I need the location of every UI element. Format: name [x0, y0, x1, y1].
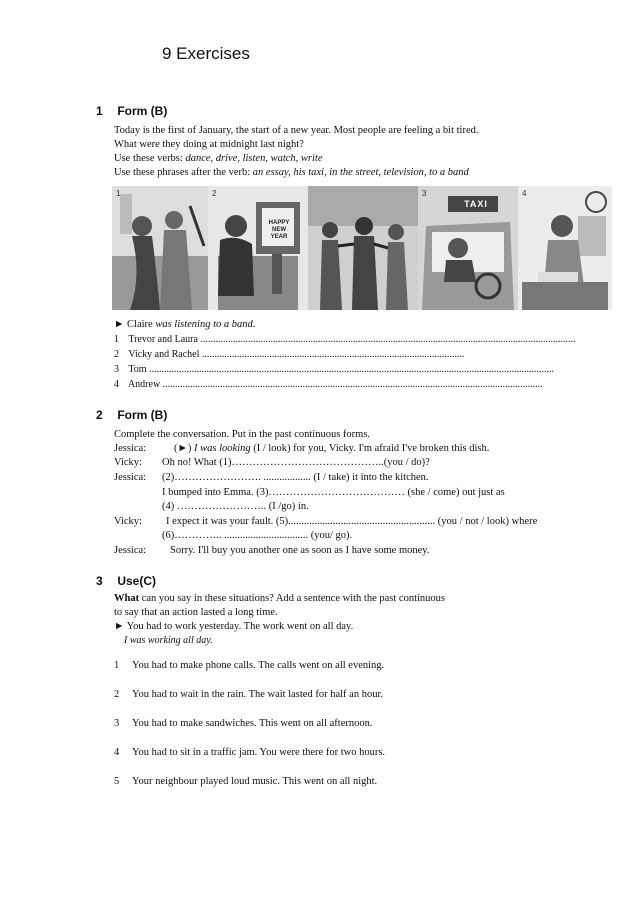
- instruction-line: Today is the first of January, the start of a new year. Most people are feeling a bit tired.: [114, 125, 479, 136]
- taxi-sign: TAXI: [464, 199, 488, 209]
- situation-text: You had to sit in a traffic jam. You were there for two hours.: [132, 747, 386, 758]
- example-answer: I was looking: [194, 443, 251, 454]
- dialogue-line[interactable]: (6)………….. ................................ (you/ go).: [162, 530, 353, 541]
- answer-blank[interactable]: ........................................................................................................................................................: [162, 379, 543, 390]
- picture-1-band: [112, 186, 208, 310]
- dialogue-line[interactable]: (4) …………………….. (I /go) in.: [162, 501, 309, 512]
- example-line: ► You had to work yesterday. The work went on all day.: [114, 621, 354, 632]
- section-3-intro-line2: to say that an action lasted a long time.: [114, 607, 278, 618]
- picture-street-dance: [308, 186, 418, 310]
- intro-text: can you say in these situations? Add a sentence with the past continuous: [139, 593, 445, 604]
- dialogue-speaker: Vicky:: [114, 457, 142, 468]
- verbs-prefix: Use these verbs:: [114, 153, 183, 164]
- dialogue-text: (I / look) for you, Vicky. I'm afraid I've broken this dish.: [250, 443, 490, 454]
- example-prefix: ► Claire: [114, 319, 153, 330]
- situation-text: You had to wait in the rain. The wait lasted for half an hour.: [132, 689, 383, 700]
- item-name: Tom: [128, 364, 147, 375]
- tv-sign: HAPPY NEW YEAR: [268, 220, 290, 240]
- item-number: 1: [114, 334, 119, 345]
- item-number: 2: [114, 349, 119, 360]
- situation-item: [114, 688, 383, 702]
- phrases-list: an essay, his taxi, in the street, television, to a band: [252, 167, 469, 178]
- illustration-strip: [112, 186, 612, 310]
- item-number: 5: [114, 776, 120, 787]
- example-answer: was listening to a band.: [155, 319, 256, 330]
- instruction-line: What were they doing at midnight last night?: [114, 139, 304, 150]
- dialogue-line[interactable]: (2)……………………. .................. (I / take) it into the kitchen.: [162, 472, 429, 483]
- dialogue-line: Sorry. I'll buy you another one as soon as I have some money.: [170, 545, 430, 556]
- section-2-heading: [96, 408, 167, 422]
- section-3-heading: [96, 574, 156, 588]
- answer-line: [114, 333, 614, 347]
- item-number: 3: [114, 718, 120, 729]
- answer-blank[interactable]: ..................................................................................................................................................................: [149, 364, 555, 375]
- item-name: Vicky and Rachel: [128, 349, 200, 360]
- section-title: Form (B): [117, 104, 168, 118]
- picture-label: 4: [522, 189, 527, 198]
- item-name: Andrew: [127, 379, 161, 390]
- phrases-prefix: Use these phrases after the verb:: [114, 167, 251, 178]
- section-number: 1: [96, 104, 103, 118]
- situation-item: [114, 659, 384, 673]
- answer-blank[interactable]: ......................................................................................................................................................: [200, 334, 576, 345]
- picture-2-television: [208, 186, 308, 310]
- dialogue-speaker: Jessica:: [114, 545, 147, 556]
- item-number: 1: [114, 660, 120, 671]
- dialogue-speaker: Vicky:: [114, 516, 142, 527]
- example-marker: (►): [174, 443, 195, 454]
- answer-line: [114, 378, 614, 392]
- dialogue-line[interactable]: Oh no! What (1)……………………………………..(you / do)?: [162, 457, 430, 468]
- example-answer: [124, 634, 213, 648]
- section-number: 3: [96, 574, 103, 588]
- dialogue-speaker: Jessica:: [114, 443, 147, 454]
- section-1-heading: [96, 104, 167, 118]
- answer-blank[interactable]: .........................................................................................................: [201, 349, 465, 360]
- intro-bold: What: [114, 593, 140, 604]
- section-title: Use(C): [117, 574, 157, 588]
- page-title: 9 Exercises: [162, 44, 250, 63]
- picture-label: 1: [116, 189, 121, 198]
- situation-item: [114, 746, 385, 760]
- picture-4-writing: [518, 186, 612, 310]
- dialogue-line: [174, 442, 489, 456]
- phrases-line: [114, 166, 469, 180]
- answer-line: [114, 348, 614, 362]
- verbs-line: [114, 152, 323, 166]
- item-number: 3: [114, 364, 119, 375]
- situation-item: [114, 775, 377, 789]
- picture-label: 2: [212, 189, 217, 198]
- situation-text: You had to make phone calls. The calls went on all evening.: [132, 660, 385, 671]
- item-number: 2: [114, 689, 120, 700]
- item-number: 4: [114, 379, 119, 390]
- item-name: Trevor and Laura: [128, 334, 198, 345]
- verbs-list: dance, drive, listen, watch, write: [185, 153, 323, 164]
- example-answer-text: I was working all day.: [124, 635, 213, 646]
- section-number: 2: [96, 408, 103, 422]
- example-line: [114, 318, 255, 332]
- section-3-intro: [114, 592, 445, 606]
- dialogue-line[interactable]: I expect it was your fault. (5)........................................................ (you / not / look) where: [166, 516, 538, 527]
- situation-item: [114, 717, 373, 731]
- situation-text: Your neighbour played loud music. This went on all night.: [132, 776, 378, 787]
- situation-text: You had to make sandwiches. This went on all afternoon.: [132, 718, 373, 729]
- picture-label: 3: [422, 189, 427, 198]
- section-2-intro: Complete the conversation. Put in the past continuous forms.: [114, 429, 371, 440]
- section-title: Form (B): [117, 408, 168, 422]
- dialogue-line[interactable]: I bumped into Emma. (3)………………………………… (she / come) out just as: [162, 487, 505, 498]
- answer-line: [114, 363, 614, 377]
- dialogue-speaker: Jessica:: [114, 472, 147, 483]
- item-number: 4: [114, 747, 120, 758]
